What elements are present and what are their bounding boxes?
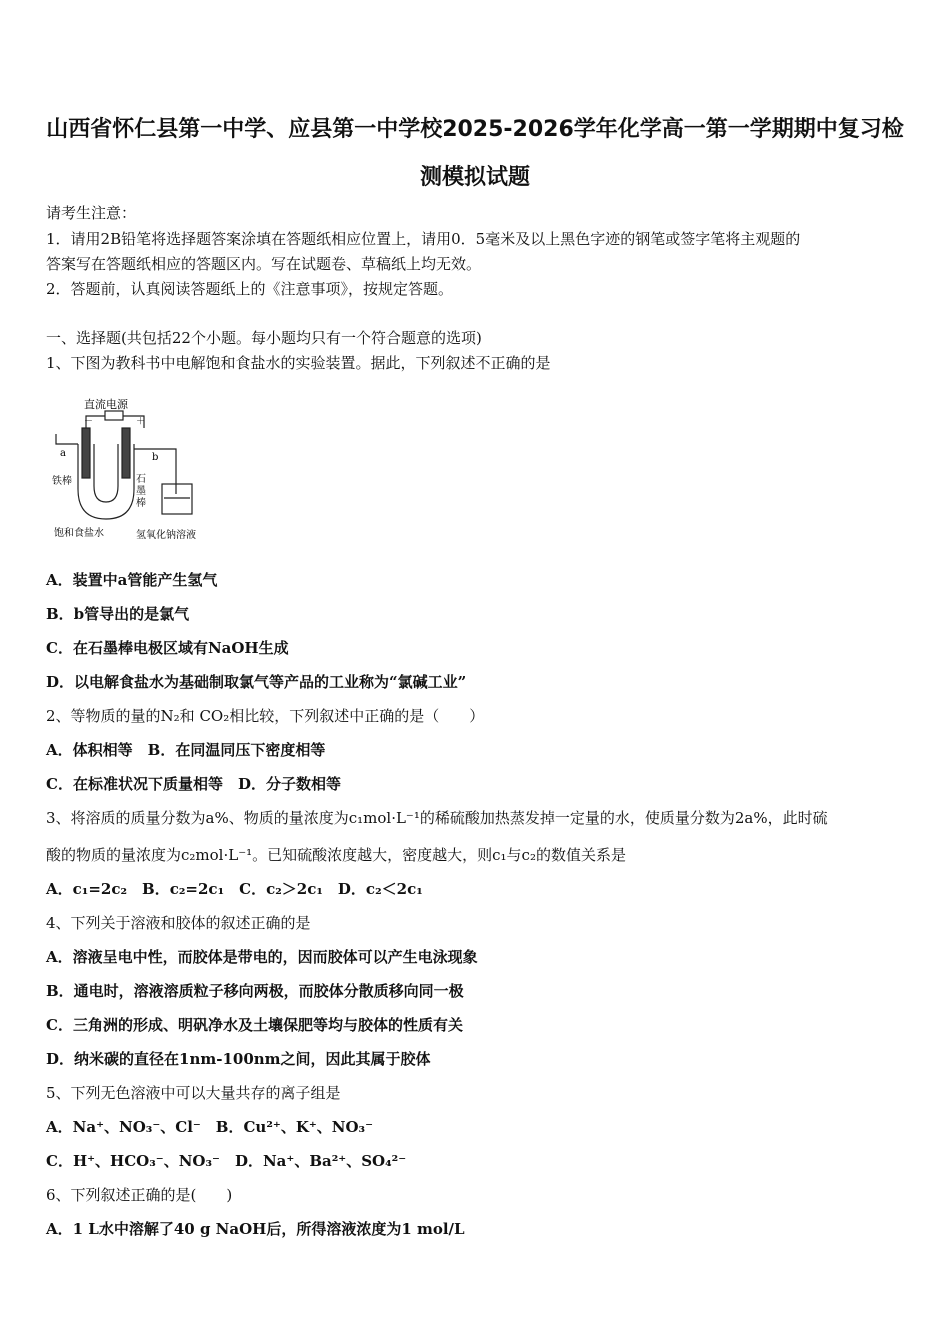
fig-b-label: b [152, 452, 159, 463]
q1-stem: 1、下图为教科书中电解饱和食盐水的实验装置。据此，下列叙述不正确的是 [46, 354, 551, 372]
notice-item1a: 1．请用2B铅笔将选择题答案涂填在答题纸相应位置上，请用0．5毫米及以上黑色字迹的钢笔或签字笔将主观题的 [46, 230, 801, 248]
q3-options: A．c₁=2c₂ B．c₂=2c₁ C．c₂＞2c₁ D．c₂＜2c₁ [46, 880, 423, 898]
fig-iron-label: 铁棒 [52, 476, 72, 487]
q3-stem-line2: 酸的物质的量浓度为c₂mol·L⁻¹。已知硫酸浓度越大，密度越大，则c₁与c₂的数值关系是 [46, 846, 626, 864]
q4-option-d: D．纳米碳的直径在1nm-100nm之间，因此其属于胶体 [46, 1050, 431, 1068]
notice-heading: 请考生注意： [46, 204, 137, 222]
q1-option-d: D．以电解食盐水为基础制取氯气等产品的工业称为“氯碱工业” [46, 673, 467, 691]
q1-option-c: C．在石墨棒电极区域有NaOH生成 [46, 639, 289, 657]
q4-option-a: A．溶液呈电中性，而胶体是带电的，因而胶体可以产生电泳现象 [46, 948, 478, 966]
fig-power-label: 直流电源 [84, 398, 128, 411]
q4-option-b: B．通电时，溶液溶质粒子移向两极，而胶体分散质移向同一极 [46, 982, 464, 1000]
exam-title-line2: 测模拟试题 [419, 165, 530, 190]
q4-option-c: C．三角洲的形成、明矾净水及土壤保肥等均与胶体的性质有关 [46, 1016, 463, 1034]
exam-title-line1: 山西省怀仁县第一中学、应县第一中学校2025-2026学年化学高一第一学期期中复习检 [46, 117, 904, 142]
q6-option-a: A．1 L水中溶解了40 g NaOH后，所得溶液浓度为1 mol/L [46, 1220, 465, 1238]
q2-options-ab: A．体积相等 B．在同温同压下密度相等 [46, 741, 326, 759]
q2-stem: 2、等物质的量的N₂和 CO₂相比较，下列叙述中正确的是（ ） [46, 707, 485, 725]
fig-graphite-label-1: 石 [136, 474, 146, 485]
electrolysis-apparatus-figure [44, 394, 224, 544]
notice-item2: 2．答题前，认真阅读答题纸上的《注意事项》，按规定答题。 [46, 280, 454, 298]
fig-a-label: a [60, 448, 66, 459]
fig-naoh-label: 氢氧化钠溶液 [136, 530, 196, 541]
section-heading: 一、选择题(共包括22个小题。每小题均只有一个符合题意的选项) [46, 329, 482, 347]
q1-option-b: B．b管导出的是氯气 [46, 605, 190, 623]
q5-options-ab: A．Na⁺、NO₃⁻、Cl⁻ B．Cu²⁺、K⁺、NO₃⁻ [46, 1118, 374, 1136]
fig-graphite-label-2: 墨 [136, 486, 146, 497]
fig-brine-label: 饱和食盐水 [54, 528, 104, 539]
q5-stem: 5、下列无色溶液中可以大量共存的离子组是 [46, 1084, 341, 1102]
q3-stem-line1: 3、将溶质的质量分数为a%、物质的量浓度为c₁mol·L⁻¹的稀硫酸加热蒸发掉一定量的水，使质量分数为2a%，此时硫 [46, 809, 828, 827]
fig-minus-label: － [84, 417, 94, 427]
q6-stem: 6、下列叙述正确的是( ) [46, 1186, 233, 1204]
fig-graphite-label-3: 棒 [136, 498, 146, 509]
fig-plus-label: ＋ [136, 417, 146, 427]
notice-item1b: 答案写在答题纸相应的答题区内。写在试题卷、草稿纸上均无效。 [46, 255, 482, 273]
q1-option-a: A．装置中a管能产生氢气 [46, 571, 218, 589]
q2-options-cd: C．在标准状况下质量相等 D．分子数相等 [46, 775, 341, 793]
q5-options-cd: C．H⁺、HCO₃⁻、NO₃⁻ D．Na⁺、Ba²⁺、SO₄²⁻ [46, 1152, 407, 1170]
q4-stem: 4、下列关于溶液和胶体的叙述正确的是 [46, 914, 311, 932]
